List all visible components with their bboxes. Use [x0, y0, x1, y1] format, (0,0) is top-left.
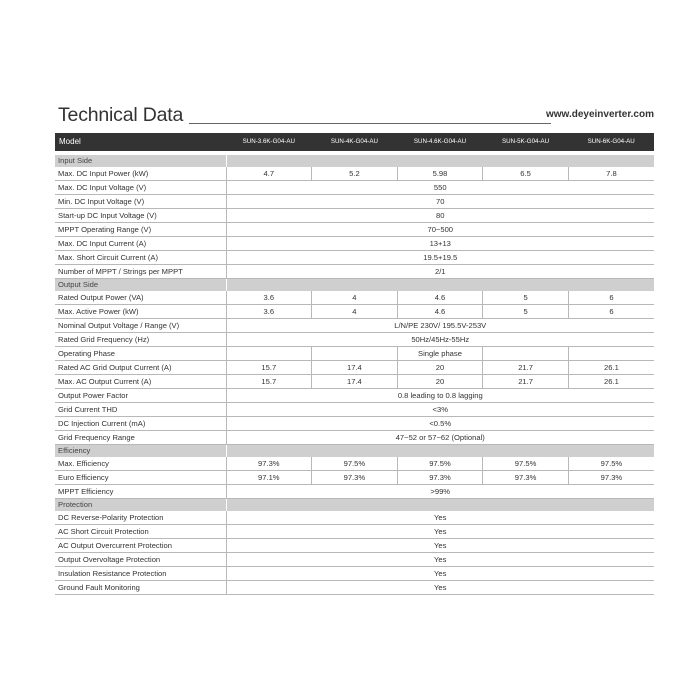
row-value — [568, 347, 654, 361]
row-value: <0.5% — [226, 417, 654, 431]
row-value: 4 — [312, 291, 398, 305]
section-title: Output Side — [55, 279, 226, 292]
row-value: L/N/PE 230V/ 195.5V-253V — [226, 319, 654, 333]
model-name: SUN-3.6K-G04-AU — [226, 133, 312, 151]
table-row — [55, 511, 654, 525]
row-value: 97.5% — [312, 457, 398, 471]
table-row — [55, 291, 654, 305]
row-label: Max. DC Input Power (kW) — [55, 167, 226, 181]
row-value: 70~500 — [226, 223, 654, 237]
technical-data-table — [55, 133, 654, 595]
row-value: 5.98 — [397, 167, 483, 181]
table-row — [55, 195, 654, 209]
section-header — [55, 445, 654, 458]
table-row — [55, 333, 654, 347]
section-title: Protection — [55, 499, 226, 512]
row-label: Output Overvoltage Protection — [55, 553, 226, 567]
row-value: Yes — [226, 511, 654, 525]
table-row — [55, 581, 654, 595]
row-label: DC Injection Current (mA) — [55, 417, 226, 431]
row-label: Insulation Resistance Protection — [55, 567, 226, 581]
row-value: 26.1 — [568, 375, 654, 389]
row-label: Max. Active Power (kW) — [55, 305, 226, 319]
table-row — [55, 471, 654, 485]
row-value: 17.4 — [312, 375, 398, 389]
row-value: 50Hz/45Hz-55Hz — [226, 333, 654, 347]
row-value: 550 — [226, 181, 654, 195]
table-row — [55, 319, 654, 333]
row-value: 0.8 leading to 0.8 lagging — [226, 389, 654, 403]
row-label: MPPT Efficiency — [55, 485, 226, 499]
row-value: 97.5% — [397, 457, 483, 471]
table-row — [55, 567, 654, 581]
table-row — [55, 305, 654, 319]
row-value: Yes — [226, 539, 654, 553]
row-label: Max. Short Circuit Current (A) — [55, 251, 226, 265]
row-value: 20 — [397, 375, 483, 389]
row-value: 19.5+19.5 — [226, 251, 654, 265]
model-label: Model — [55, 133, 226, 151]
row-value: Yes — [226, 567, 654, 581]
model-name: SUN-5K-G04-AU — [483, 133, 569, 151]
row-value: 7.8 — [568, 167, 654, 181]
section-header — [55, 279, 654, 292]
table-row — [55, 539, 654, 553]
table-row — [55, 389, 654, 403]
row-value: 5 — [483, 305, 569, 319]
table-row — [55, 167, 654, 181]
row-value: 5 — [483, 291, 569, 305]
section-header — [55, 499, 654, 512]
row-value: 15.7 — [226, 375, 312, 389]
row-label: MPPT Operating Range (V) — [55, 223, 226, 237]
row-label: Operating Phase — [55, 347, 226, 361]
row-value: 97.5% — [483, 457, 569, 471]
table-row — [55, 237, 654, 251]
table-row — [55, 457, 654, 471]
row-label: Max. AC Output Current (A) — [55, 375, 226, 389]
page-title: Technical Data — [58, 104, 184, 126]
row-label: DC Reverse-Polarity Protection — [55, 511, 226, 525]
row-value: 13+13 — [226, 237, 654, 251]
section-fill — [226, 499, 654, 512]
row-label: Euro Efficiency — [55, 471, 226, 485]
row-label: Ground Fault Monitoring — [55, 581, 226, 595]
row-label: AC Output Overcurrent Protection — [55, 539, 226, 553]
model-name: SUN-4.6K-G04-AU — [397, 133, 483, 151]
table-row — [55, 485, 654, 499]
row-value: 97.3% — [397, 471, 483, 485]
row-value: 6.5 — [483, 167, 569, 181]
row-value: 5.2 — [312, 167, 398, 181]
model-name: SUN-6K-G04-AU — [568, 133, 654, 151]
row-value: 97.5% — [568, 457, 654, 471]
section-fill — [226, 445, 654, 458]
row-value: 21.7 — [483, 361, 569, 375]
table-row — [55, 347, 654, 361]
row-value: 97.3% — [568, 471, 654, 485]
table-row — [55, 223, 654, 237]
row-label: Min. DC Input Voltage (V) — [55, 195, 226, 209]
row-value: >99% — [226, 485, 654, 499]
model-header-row — [55, 133, 654, 151]
section-fill — [226, 155, 654, 167]
row-value: 4.7 — [226, 167, 312, 181]
row-label: Rated Grid Frequency (Hz) — [55, 333, 226, 347]
row-value: 6 — [568, 305, 654, 319]
row-value: Yes — [226, 525, 654, 539]
row-label: Rated AC Grid Output Current (A) — [55, 361, 226, 375]
table-row — [55, 375, 654, 389]
row-label: Number of MPPT / Strings per MPPT — [55, 265, 226, 279]
row-value: 26.1 — [568, 361, 654, 375]
row-value: 97.3% — [226, 457, 312, 471]
model-name: SUN-4K-G04-AU — [312, 133, 398, 151]
table-row — [55, 403, 654, 417]
row-value: 4 — [312, 305, 398, 319]
section-title: Input Side — [55, 155, 226, 167]
table-row — [55, 361, 654, 375]
row-value: 97.3% — [483, 471, 569, 485]
row-label: Max. DC Input Voltage (V) — [55, 181, 226, 195]
row-value: 3.6 — [226, 291, 312, 305]
row-value — [483, 347, 569, 361]
row-label: Start-up DC Input Voltage (V) — [55, 209, 226, 223]
table-row — [55, 431, 654, 445]
table-row — [55, 251, 654, 265]
row-value: Yes — [226, 581, 654, 595]
table-row — [55, 181, 654, 195]
table-row — [55, 417, 654, 431]
row-value: 4.6 — [397, 291, 483, 305]
section-fill — [226, 279, 654, 292]
row-label: Max. Efficiency — [55, 457, 226, 471]
row-value: 15.7 — [226, 361, 312, 375]
row-label: Grid Frequency Range — [55, 431, 226, 445]
table-row — [55, 265, 654, 279]
row-label: Max. DC Input Current (A) — [55, 237, 226, 251]
row-value — [226, 347, 312, 361]
row-value: 97.1% — [226, 471, 312, 485]
table-row — [55, 553, 654, 567]
row-value: <3% — [226, 403, 654, 417]
website-url: www.deyeinverter.com — [545, 109, 654, 120]
row-label: AC Short Circuit Protection — [55, 525, 226, 539]
table-row — [55, 525, 654, 539]
row-value: 6 — [568, 291, 654, 305]
row-label: Output Power Factor — [55, 389, 226, 403]
row-value: 17.4 — [312, 361, 398, 375]
row-label: Nominal Output Voltage / Range (V) — [55, 319, 226, 333]
title-underline — [189, 123, 551, 124]
row-value: Yes — [226, 553, 654, 567]
row-value — [312, 347, 398, 361]
row-label: Grid Current THD — [55, 403, 226, 417]
row-value: 97.3% — [312, 471, 398, 485]
row-value: Single phase — [397, 347, 483, 361]
row-value: 20 — [397, 361, 483, 375]
row-value: 4.6 — [397, 305, 483, 319]
row-value: 2/1 — [226, 265, 654, 279]
row-value: 70 — [226, 195, 654, 209]
section-title: Efficiency — [55, 445, 226, 458]
page-header — [56, 104, 654, 132]
spec-body — [55, 155, 654, 595]
row-label: Rated Output Power (VA) — [55, 291, 226, 305]
table-row — [55, 209, 654, 223]
row-value: 3.6 — [226, 305, 312, 319]
row-value: 21.7 — [483, 375, 569, 389]
row-value: 47~52 or 57~62 (Optional) — [226, 431, 654, 445]
row-value: 80 — [226, 209, 654, 223]
section-header — [55, 155, 654, 167]
